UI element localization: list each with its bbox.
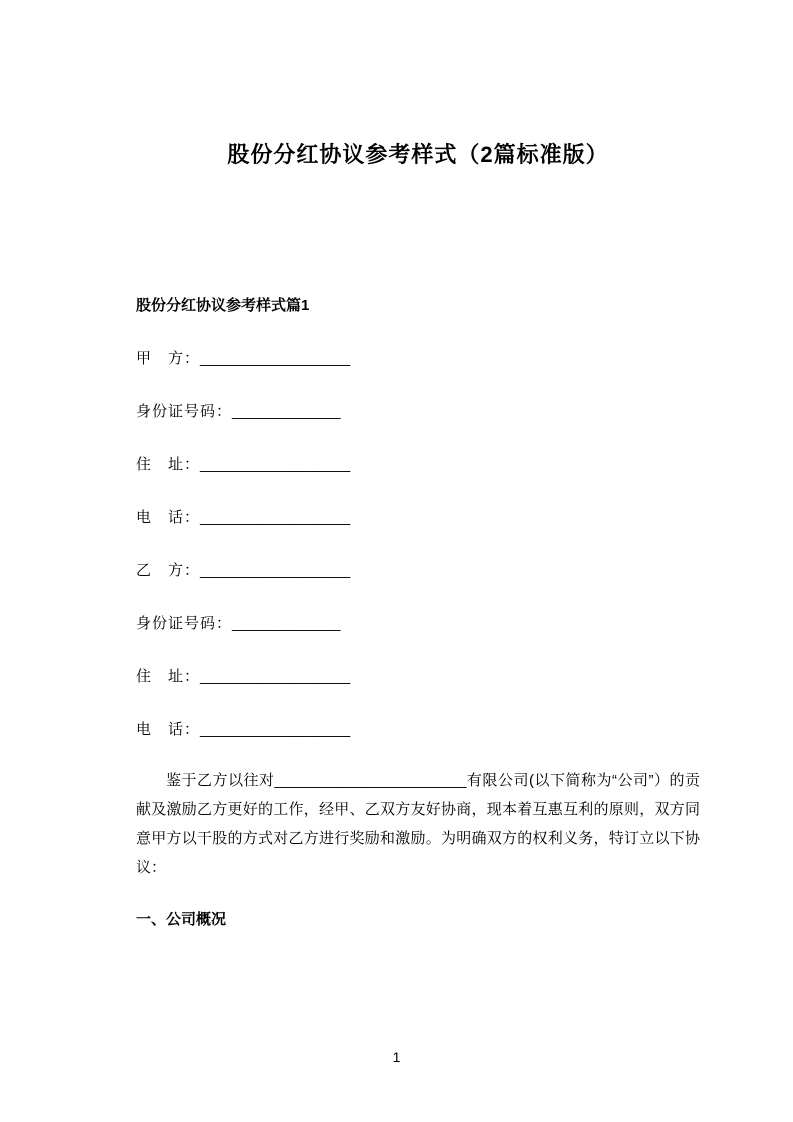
blank-line: __________________ <box>200 562 351 579</box>
section-heading: 股份分红协议参考样式篇1 <box>136 297 310 314</box>
blank-line: __________________ <box>200 456 351 473</box>
intro-paragraph <box>136 766 700 882</box>
form-field-address-a <box>136 455 700 475</box>
field-label: 住 址： <box>136 668 201 685</box>
field-label: 身份证号码： <box>136 615 233 632</box>
field-label: 身份证号码： <box>136 403 233 420</box>
blank-line: __________________ <box>200 668 351 685</box>
paragraph-text-before: 鉴于乙方以往对 <box>166 772 275 789</box>
paragraph-text-after: 有限公司(以下简称为“公司”）的贡献及激励乙方更好的工作，经甲、乙双方友好协商，现本着互惠互利的原则，双方同意甲方以干股的方式对乙方进行奖励和激励。为明确双方的权利义务，特订立以下协议： <box>136 772 700 876</box>
form-field-id-number-a <box>136 402 700 422</box>
subsection-heading: 一、公司概况 <box>136 911 227 928</box>
form-field-phone-b <box>136 720 700 740</box>
field-label: 电 话： <box>136 721 201 738</box>
blank-line: __________________ <box>200 350 351 367</box>
blank-line: __________________ <box>200 721 351 738</box>
blank-line: __________________ <box>200 509 351 526</box>
blank-line-inline: _______________________ <box>274 772 467 789</box>
blank-line: _____________ <box>232 403 341 420</box>
form-field-party-a <box>136 349 700 369</box>
form-field-address-b <box>136 667 700 687</box>
field-label: 电 话： <box>136 509 201 526</box>
form-fields <box>136 349 700 740</box>
blank-line: _____________ <box>232 615 341 632</box>
form-field-party-b <box>136 561 700 581</box>
field-label: 住 址： <box>136 456 201 473</box>
form-field-id-number-b <box>136 614 700 634</box>
field-label: 甲 方： <box>136 350 201 367</box>
page-number: 1 <box>392 1049 401 1065</box>
document-title: 股份分红协议参考样式（2篇标准版） <box>227 142 609 167</box>
field-label: 乙 方： <box>136 562 201 579</box>
form-field-phone-a <box>136 508 700 528</box>
